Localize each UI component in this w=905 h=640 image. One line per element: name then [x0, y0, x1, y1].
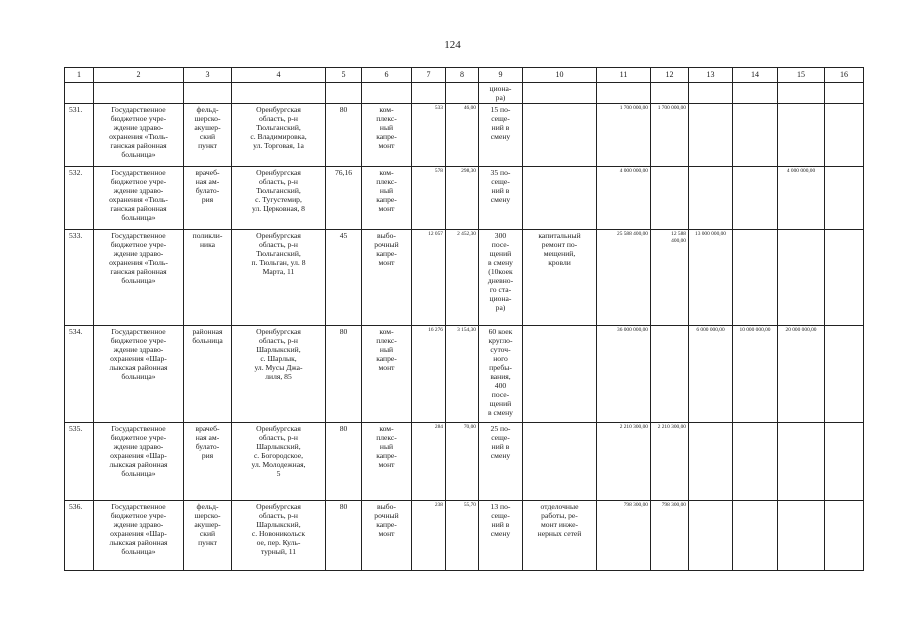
table-cell-col-15	[778, 83, 825, 104]
table-cell-col-9: 15 по- сеще- ний в смену	[479, 104, 523, 167]
table-cell-col-9: 13 по- сеще- ний в смену	[479, 501, 523, 571]
table-cell-col-8: 70,00	[446, 423, 479, 501]
table-cell-col-15	[778, 501, 825, 571]
table-cell-col-3	[184, 83, 232, 104]
table-row	[65, 104, 864, 167]
table-cell-col-13	[689, 423, 733, 501]
table-cell-col-6: ком- плекс- ный капре- монт	[362, 167, 412, 230]
table-row	[65, 326, 864, 423]
table-cell-col-14: 10 000 000,00	[733, 326, 778, 423]
header-row	[65, 68, 864, 83]
table-cell-col-3: фельд- шерско- акушер- ский пункт	[184, 501, 232, 571]
table-cell-col-9: ционa- ра)	[479, 83, 523, 104]
table-cell-col-14	[733, 501, 778, 571]
table-cell-col-7: 284	[412, 423, 446, 501]
table-cell-col-10: отделочные работы, ре- монт инже- нерных сетей	[523, 501, 597, 571]
table-cell-col-6: выбо- рочный капре- монт	[362, 501, 412, 571]
column-header: 6	[362, 68, 412, 83]
table-cell-col-4: Оренбургская область, р-н Тюльганский, с. Тугустемир, ул. Церковная, 8	[232, 167, 326, 230]
table-cell-col-6: ком- плекс- ный капре- монт	[362, 104, 412, 167]
column-header: 9	[479, 68, 523, 83]
table-cell-col-15	[778, 423, 825, 501]
table-cell-col-10	[523, 104, 597, 167]
table-cell-col-9: 300 посе- щений в смену (10коек дневно- го ста- циона- ра)	[479, 230, 523, 326]
table-row	[65, 83, 864, 104]
table-cell-col-11: 2 210 300,00	[597, 423, 651, 501]
table-cell-col-8	[446, 83, 479, 104]
table-cell-col-9: 35 по- сеще- ний в смену	[479, 167, 523, 230]
table-cell-col-16	[825, 326, 864, 423]
table-cell-col-16	[825, 167, 864, 230]
table-cell-col-6: ком- плекс- ный капре- монт	[362, 326, 412, 423]
table-cell-col-10	[523, 423, 597, 501]
table-cell-col-2	[94, 83, 184, 104]
table-cell-col-12: 798 300,00	[651, 501, 689, 571]
table-cell-col-3: врачеб- ная ам- булато- рия	[184, 423, 232, 501]
table-cell-col-10	[523, 326, 597, 423]
table-cell-col-7: 533	[412, 104, 446, 167]
column-header: 14	[733, 68, 778, 83]
column-header: 15	[778, 68, 825, 83]
table-cell-col-10	[523, 167, 597, 230]
table-cell-col-5: 80	[326, 326, 362, 423]
column-header: 12	[651, 68, 689, 83]
table-cell-col-8: 55,70	[446, 501, 479, 571]
table-cell-col-7: 238	[412, 501, 446, 571]
table-cell-col-11: 36 000 000,00	[597, 326, 651, 423]
table-cell-col-13	[689, 83, 733, 104]
table-cell-col-11	[597, 83, 651, 104]
table-cell-col-4: Оренбургская область, р-н Шарлыкский, с. Новоникольск ое, пер. Куль- турный, 11	[232, 501, 326, 571]
table-cell-col-15: 20 000 000,00	[778, 326, 825, 423]
table-cell-col-7	[412, 83, 446, 104]
table-cell-col-14	[733, 167, 778, 230]
table-cell-col-1: 534.	[65, 326, 94, 423]
table-row	[65, 167, 864, 230]
table-cell-col-15	[778, 230, 825, 326]
table-cell-col-1: 533.	[65, 230, 94, 326]
table-cell-col-13	[689, 104, 733, 167]
table-cell-col-3: поликли- ника	[184, 230, 232, 326]
table-cell-col-4: Оренбургская область, р-н Тюльганский, п. Тюльган, ул. 8 Марта, 11	[232, 230, 326, 326]
table-cell-col-2: Государственное бюджетное учре- ждение здраво- охранения «Шар- лыкская районная больница»	[94, 423, 184, 501]
column-header: 2	[94, 68, 184, 83]
table-row	[65, 423, 864, 501]
table-cell-col-4: Оренбургская область, р-н Шарлыкский, с. Богородское, ул. Молодежная, 5	[232, 423, 326, 501]
table-cell-col-14	[733, 83, 778, 104]
table-row	[65, 501, 864, 571]
table-cell-col-4: Оренбургская область, р-н Шарлыкский, с. Шарлык, ул. Мусы Джа- лиля, 85	[232, 326, 326, 423]
table-cell-col-5: 76,16	[326, 167, 362, 230]
table-cell-col-2: Государственное бюджетное учре- ждение здраво- охранения «Тюль- ганская районная больница»	[94, 230, 184, 326]
table-cell-col-5	[326, 83, 362, 104]
table-cell-col-15: 4 000 000,00	[778, 167, 825, 230]
table-cell-col-15	[778, 104, 825, 167]
table-cell-col-12: 12 588 400,00	[651, 230, 689, 326]
table-cell-col-6: ком- плекс- ный капре- монт	[362, 423, 412, 501]
table-cell-col-4	[232, 83, 326, 104]
table-cell-col-13: 6 000 000,00	[689, 326, 733, 423]
table-cell-col-14	[733, 230, 778, 326]
table-cell-col-16	[825, 423, 864, 501]
table-cell-col-3: районная больница	[184, 326, 232, 423]
table-cell-col-11: 1 700 000,00	[597, 104, 651, 167]
column-header: 13	[689, 68, 733, 83]
table-cell-col-7: 578	[412, 167, 446, 230]
table-cell-col-6: выбо- рочный капре- монт	[362, 230, 412, 326]
table-cell-col-1: 536.	[65, 501, 94, 571]
table-cell-col-7: 16 276	[412, 326, 446, 423]
table-cell-col-5: 80	[326, 104, 362, 167]
table-cell-col-8: 46,00	[446, 104, 479, 167]
table-cell-col-16	[825, 501, 864, 571]
table-cell-col-2: Государственное бюджетное учре- ждение здраво- охранения «Тюль- ганская районная больница»	[94, 104, 184, 167]
table-cell-col-3: врачеб- ная ам- булато- рия	[184, 167, 232, 230]
table-cell-col-12: 1 700 000,00	[651, 104, 689, 167]
table-cell-col-4: Оренбургская область, р-н Тюльганский, с. Владимировка, ул. Торговая, 1а	[232, 104, 326, 167]
data-table	[64, 67, 864, 571]
column-header: 8	[446, 68, 479, 83]
table-row	[65, 230, 864, 326]
table-cell-col-14	[733, 423, 778, 501]
table-cell-col-10	[523, 83, 597, 104]
table-cell-col-11: 4 000 000,00	[597, 167, 651, 230]
table-cell-col-13	[689, 167, 733, 230]
column-header: 7	[412, 68, 446, 83]
column-header: 16	[825, 68, 864, 83]
table-cell-col-11: 798 300,00	[597, 501, 651, 571]
table-cell-col-5: 45	[326, 230, 362, 326]
column-header: 5	[326, 68, 362, 83]
table-cell-col-2: Государственное бюджетное учре- ждение здраво- охранения «Тюль- ганская районная больница»	[94, 167, 184, 230]
column-header: 11	[597, 68, 651, 83]
table-cell-col-13: 13 000 000,00	[689, 230, 733, 326]
table-cell-col-9: 60 коек кругло- суточ- ного пребы- вания, 400 посе- щений в смену	[479, 326, 523, 423]
table-cell-col-14	[733, 104, 778, 167]
table-cell-col-1: 535.	[65, 423, 94, 501]
table-cell-col-11: 25 588 400,00	[597, 230, 651, 326]
table-cell-col-16	[825, 104, 864, 167]
table-cell-col-5: 80	[326, 501, 362, 571]
table-cell-col-16	[825, 83, 864, 104]
table-cell-col-10: капитальный ремонт по- мещений, кровли	[523, 230, 597, 326]
column-header: 4	[232, 68, 326, 83]
table-cell-col-8: 298,30	[446, 167, 479, 230]
table-cell-col-13	[689, 501, 733, 571]
column-header: 10	[523, 68, 597, 83]
column-header: 1	[65, 68, 94, 83]
table-cell-col-9: 25 по- сеще- ний в смену	[479, 423, 523, 501]
table-cell-col-12: 2 210 300,00	[651, 423, 689, 501]
table-cell-col-16	[825, 230, 864, 326]
page-number: 124	[444, 39, 461, 51]
table-cell-col-12	[651, 167, 689, 230]
table-cell-col-1: 532.	[65, 167, 94, 230]
table-cell-col-5: 80	[326, 423, 362, 501]
table-cell-col-1: 531.	[65, 104, 94, 167]
table-cell-col-2: Государственное бюджетное учре- ждение здраво- охранения «Шар- лыкская районная больница»	[94, 326, 184, 423]
column-header: 3	[184, 68, 232, 83]
table-cell-col-6	[362, 83, 412, 104]
table-cell-col-3: фельд- шерско- акушер- ский пункт	[184, 104, 232, 167]
table-cell-col-12	[651, 326, 689, 423]
table-cell-col-8: 2 452,30	[446, 230, 479, 326]
table-cell-col-7: 12 057	[412, 230, 446, 326]
table-cell-col-8: 3 154,30	[446, 326, 479, 423]
table-cell-col-1	[65, 83, 94, 104]
table-cell-col-2: Государственное бюджетное учре- ждение здраво- охранения «Шар- лыкская районная больница»	[94, 501, 184, 571]
table-cell-col-12	[651, 83, 689, 104]
